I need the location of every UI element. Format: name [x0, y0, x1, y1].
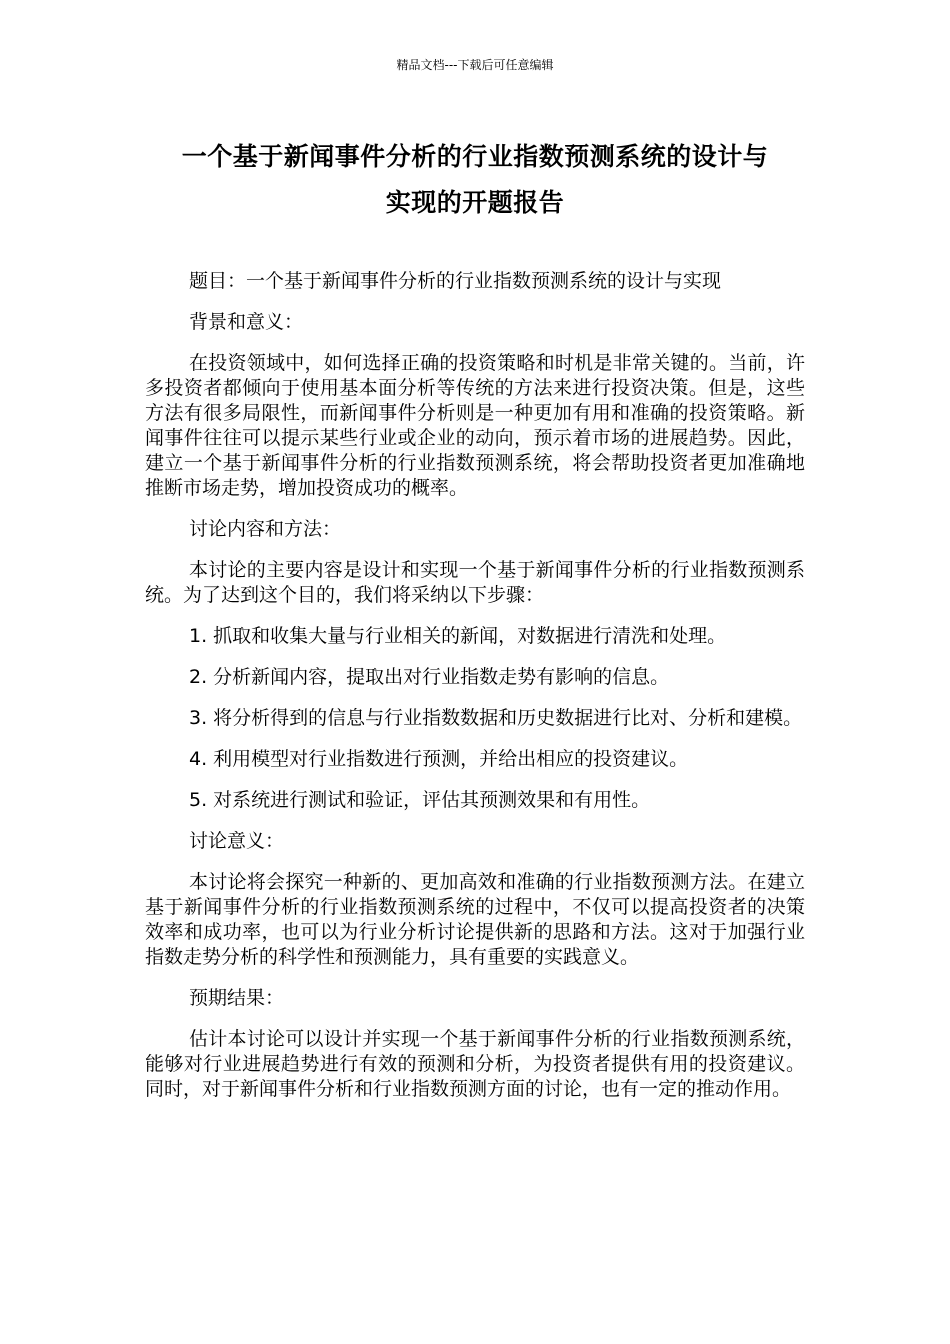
step-item-4: 4. 利用模型对行业指数进行预测，并给出相应的投资建议。 [189, 748, 689, 770]
document-title-line-2: 实现的开题报告 [385, 188, 565, 217]
step-item-2: 2. 分析新闻内容，提取出对行业指数走势有影响的信息。 [189, 666, 670, 688]
document-title [110, 134, 840, 226]
content-paragraph: 本讨论的主要内容是设计和实现一个基于新闻事件分析的行业指数预测系统。为了达到这个目的，我们将采纳以下步骤： [145, 559, 805, 606]
section-heading-expected-results: 预期结果： [189, 987, 285, 1009]
section-heading-content-method: 讨论内容和方法： [189, 518, 342, 540]
step-item-3: 3. 将分析得到的信息与行业指数数据和历史数据进行比对、分析和建模。 [189, 707, 803, 729]
significance-paragraph: 本讨论将会探究一种新的、更加高效和准确的行业指数预测方法。在建立基于新闻事件分析的行业指数预测系统的过程中，不仅可以提高投资者的决策效率和成功率，也可以为行业分析讨论提供新的思路和方法。这对于加强行业指数走势分析的科学性和预测能力，具有重要的实践意义。 [145, 871, 805, 968]
document-title-line-1: 一个基于新闻事件分析的行业指数预测系统的设计与 [181, 142, 769, 171]
topic-paragraph: 题目：一个基于新闻事件分析的行业指数预测系统的设计与实现 [189, 270, 722, 292]
document-body [145, 269, 805, 1118]
section-heading-significance: 讨论意义： [189, 830, 285, 852]
page-header-note: 精品文档---下载后可任意编辑 [396, 58, 554, 72]
step-item-1: 1. 抓取和收集大量与行业相关的新闻，对数据进行清洗和处理。 [189, 625, 727, 647]
expected-results-paragraph: 估计本讨论可以设计并实现一个基于新闻事件分析的行业指数预测系统，能够对行业进展趋势进行有效的预测和分析，为投资者提供有用的投资建议。同时，对于新闻事件分析和行业指数预测方面的讨论，也有一定的推动作用。 [145, 1028, 805, 1100]
step-item-5: 5. 对系统进行测试和验证，评估其预测效果和有用性。 [189, 789, 651, 811]
section-heading-background: 背景和意义： [189, 311, 304, 333]
background-paragraph: 在投资领域中，如何选择正确的投资策略和时机是非常关键的。当前，许多投资者都倾向于使用基本面分析等传统的方法来进行投资决策。但是，这些方法有很多局限性，而新闻事件分析则是一种更加有用和准确的投资策略。新闻事件往往可以提示某些行业或企业的动向，预示着市场的进展趋势。因此，建立一个基于新闻事件分析的行业指数预测系统，将会帮助投资者更加准确地推断市场走势，增加投资成功的概率。 [145, 352, 805, 499]
